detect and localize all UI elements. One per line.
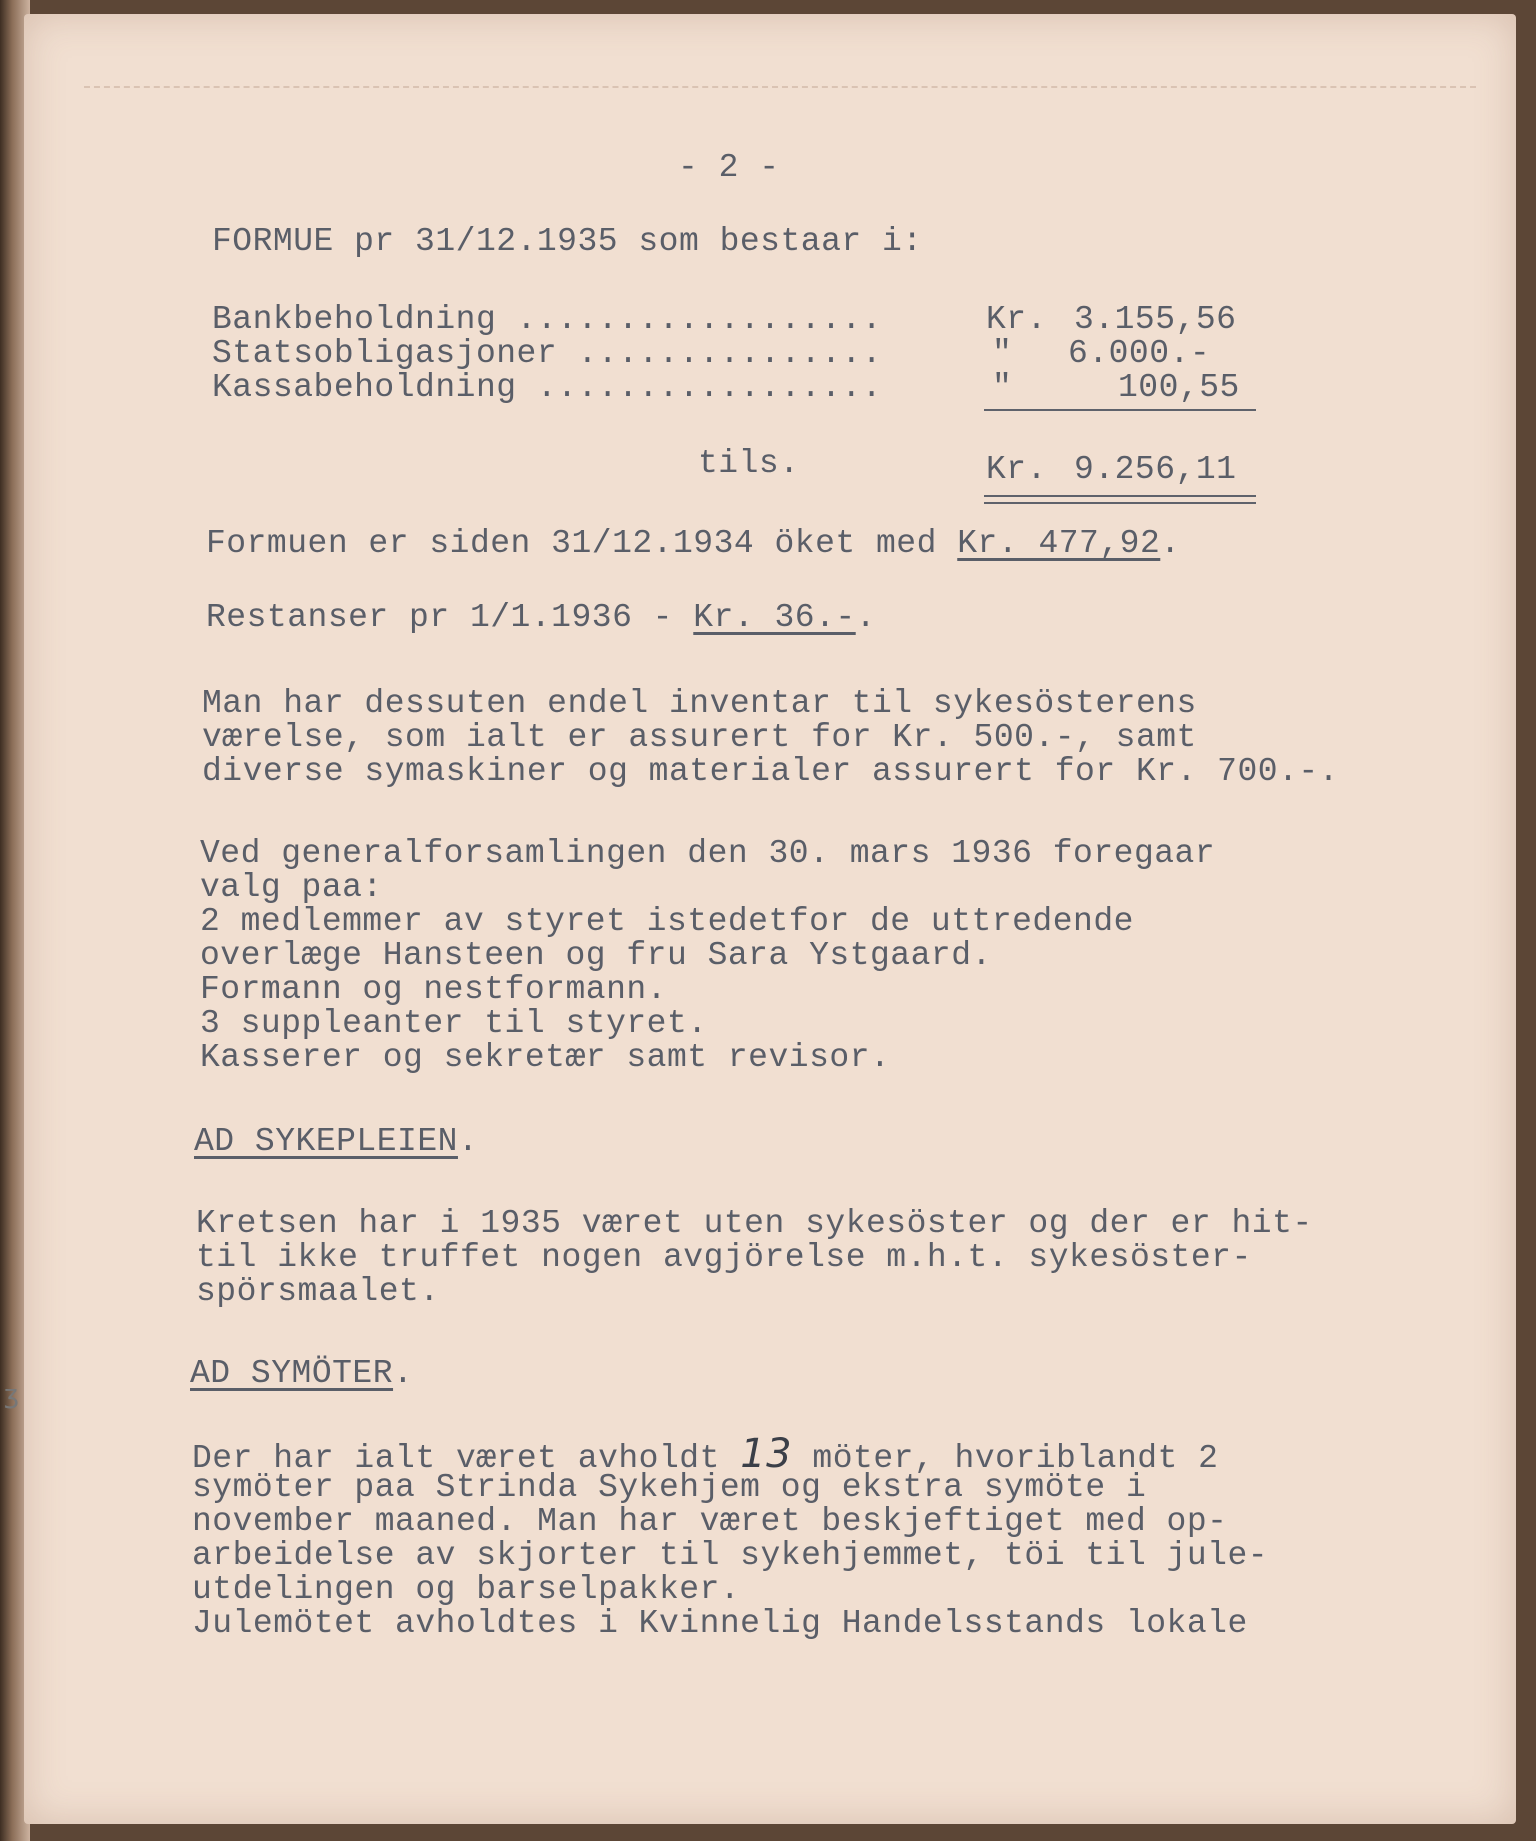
asset-row-prefix: Kr. <box>986 301 1047 338</box>
asset-row-value: 100,55 <box>1118 369 1240 406</box>
page-number: - 2 - <box>678 149 780 186</box>
increase-text: Formuen er siden 31/12.1934 öket med <box>206 525 958 562</box>
paragraph-line: Man har dessuten endel inventar til sykesösterens <box>202 685 1197 722</box>
increase-end: . <box>1160 525 1181 562</box>
formue-heading: FORMUE pr 31/12.1935 som bestaar i: <box>212 223 923 260</box>
symoter-text-after: möter, hvoriblandt 2 <box>812 1440 1219 1477</box>
paragraph-line: arbeidelse av skjorter til sykehjemmet, töi til jule- <box>192 1537 1269 1574</box>
total-double-underline-top <box>984 495 1256 497</box>
paragraph-line: Julemötet avholdtes i Kvinnelig Handelsstands lokale <box>192 1605 1248 1642</box>
paragraph-line: utdelingen og barselpakker. <box>192 1571 741 1608</box>
margin-mark: ʒ <box>4 1380 20 1410</box>
paragraph-line: Ved generalforsamlingen den 30. mars 1936 foregaar <box>200 835 1216 872</box>
stitch-line <box>84 86 1476 88</box>
asset-row-label: Bankbeholdning .................. <box>212 301 883 338</box>
total-prefix: Kr. <box>986 451 1047 488</box>
paragraph-line: spörsmaalet. <box>196 1273 440 1310</box>
section-heading-end: . <box>457 1123 479 1160</box>
paragraph-line: Kretsen har i 1935 været uten sykesöster og der er hit- <box>196 1205 1313 1242</box>
asset-row-label: Kassabeholdning ................. <box>212 369 883 406</box>
subtotal-underline <box>984 409 1256 411</box>
restanser-text: Restanser pr 1/1.1936 - <box>206 599 694 636</box>
section-heading-symoter <box>190 1356 413 1392</box>
increase-line <box>206 526 1181 562</box>
paragraph-line: overlæge Hansteen og fru Sara Ystgaard. <box>200 937 992 974</box>
asset-row-value: 3.155,56 <box>1074 301 1237 338</box>
paragraph-line: diverse symaskiner og materialer assurert for Kr. 700.-. <box>202 753 1339 790</box>
section-heading-text: AD SYMÖTER <box>190 1355 394 1392</box>
asset-row-label: Statsobligasjoner ............... <box>212 335 883 372</box>
total-double-underline-bottom <box>984 502 1256 504</box>
restanser-line <box>206 600 876 636</box>
paragraph-line: Formann og nestformann. <box>200 971 667 1008</box>
symoter-text-before: Der har ialt været avholdt <box>192 1440 720 1477</box>
paragraph-line: symöter paa Strinda Sykehjem og ekstra symöte i <box>192 1469 1147 1506</box>
section-heading-sykepleien <box>194 1124 478 1160</box>
paragraph-line: Kasserer og sekretær samt revisor. <box>200 1039 891 1076</box>
asset-row-value: 6.000.- <box>1068 335 1211 372</box>
asset-row-prefix: " <box>992 369 1013 406</box>
paragraph-line: til ikke truffet nogen avgjörelse m.h.t. sykesöster- <box>196 1239 1252 1276</box>
total-value: 9.256,11 <box>1074 451 1237 488</box>
paragraph-line: værelse, som ialt er assurert for Kr. 500.-, samt <box>202 719 1197 756</box>
restanser-amount: Kr. 36.- <box>693 599 856 636</box>
paragraph-line: 2 medlemmer av styret istedetfor de uttredende <box>200 903 1134 940</box>
restanser-end: . <box>855 599 877 636</box>
handwritten-count: 13 <box>740 1431 793 1477</box>
document-page <box>24 14 1516 1824</box>
total-label: tils. <box>698 445 800 482</box>
paragraph-line: november maaned. Man har været beskjeftiget med op- <box>192 1503 1228 1540</box>
section-heading-text: AD SYKEPLEIEN <box>194 1123 458 1160</box>
section-heading-end: . <box>393 1355 414 1392</box>
paragraph-line: 3 suppleanter til styret. <box>200 1005 708 1042</box>
paragraph-line: valg paa: <box>200 869 383 906</box>
increase-amount: Kr. 477,92 <box>957 525 1161 562</box>
asset-row-prefix: " <box>992 335 1013 372</box>
